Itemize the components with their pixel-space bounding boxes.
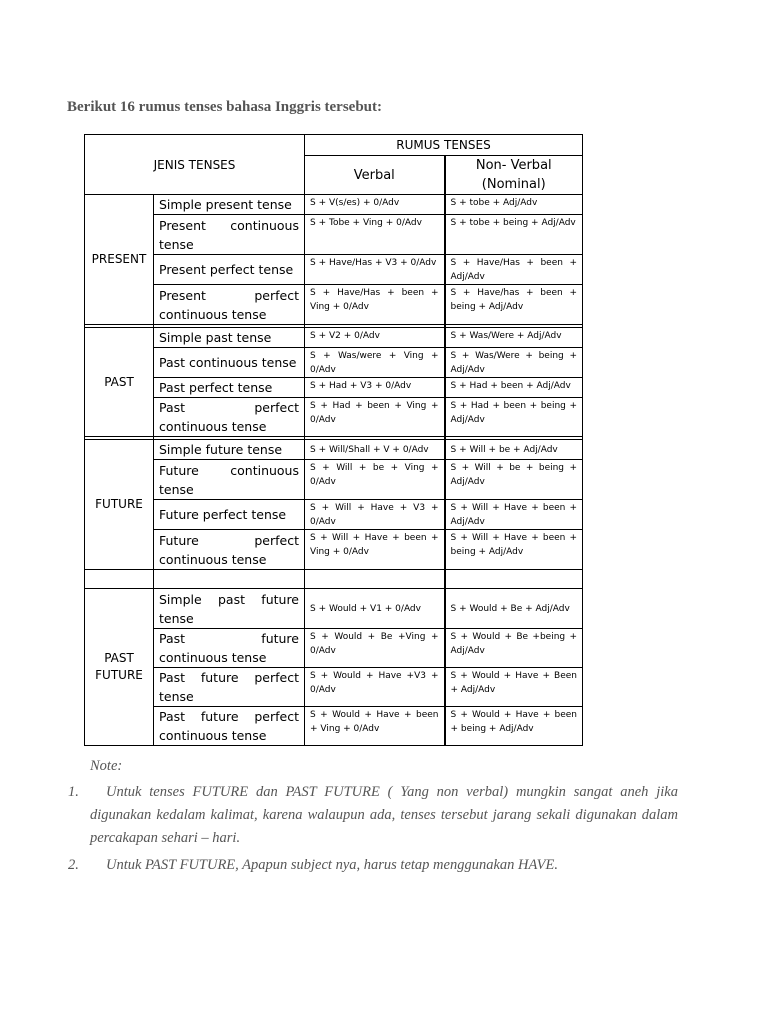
verbal-formula: S + Will + Have + been + Ving + 0/Adv <box>305 530 445 570</box>
note-text: Untuk PAST FUTURE, Apapun subject nya, harus tetap menggunakan HAVE. <box>106 857 558 873</box>
nonverbal-formula: S + Have/Has + been + Adj/Adv <box>445 255 583 285</box>
nonverbal-formula: S + Will + Have + been + Adj/Adv <box>445 500 583 530</box>
tense-name: Simple present tense <box>154 195 305 215</box>
nonverbal-formula: S + tobe + Adj/Adv <box>445 195 583 215</box>
tense-name: Past perfect continuous tense <box>154 398 305 437</box>
verbal-formula: S + Tobe + Ving + 0/Adv <box>305 215 445 255</box>
verbal-formula: S + Had + V3 + 0/Adv <box>305 378 445 398</box>
tense-name: Future continuous tense <box>154 460 305 500</box>
verbal-formula: S + Would + Have +V3 + 0/Adv <box>305 668 445 707</box>
tense-name: Past future continuous tense <box>154 629 305 668</box>
verbal-formula: S + Have/Has + V3 + 0/Adv <box>305 255 445 285</box>
tense-name: Simple future tense <box>154 440 305 460</box>
tense-name: Present continuous tense <box>154 215 305 255</box>
tense-name: Future perfect tense <box>154 500 305 530</box>
verbal-formula: S + Will + be + Ving + 0/Adv <box>305 460 445 500</box>
tense-name: Simple past tense <box>154 328 305 348</box>
nonverbal-formula: S + Had + been + being + Adj/Adv <box>445 398 583 437</box>
nonverbal-formula: S + Was/Were + being + Adj/Adv <box>445 348 583 378</box>
verbal-formula: S + V2 + 0/Adv <box>305 328 445 348</box>
note-item <box>68 854 678 877</box>
group-label-past: PAST <box>85 328 154 437</box>
nonverbal-formula: S + tobe + being + Adj/Adv <box>445 215 583 255</box>
group-label-past-future: PAST FUTURE <box>85 589 154 746</box>
verbal-formula: S + Was/were + Ving + 0/Adv <box>305 348 445 378</box>
verbal-formula: S + Have/Has + been + Ving + 0/Adv <box>305 285 445 325</box>
verbal-formula: S + Had + been + Ving + 0/Adv <box>305 398 445 437</box>
verbal-formula: S + Would + Have + been + Ving + 0/Adv <box>305 707 445 746</box>
nonverbal-formula: S + Would + Be + Adj/Adv <box>445 589 583 629</box>
page-heading: Berikut 16 rumus tenses bahasa Inggris tersebut: <box>67 99 383 115</box>
group-label-future: FUTURE <box>85 440 154 570</box>
tense-name: Past perfect tense <box>154 378 305 398</box>
note-number: 1. <box>68 784 79 800</box>
verbal-formula: S + Would + V1 + 0/Adv <box>305 589 445 629</box>
header-jenis-tenses: JENIS TENSES <box>85 135 305 195</box>
tense-name: Present perfect continuous tense <box>154 285 305 325</box>
nonverbal-formula: S + Would + Be +being + Adj/Adv <box>445 629 583 668</box>
tense-name: Past future perfect continuous tense <box>154 707 305 746</box>
note-number: 2. <box>68 857 79 873</box>
nonverbal-formula: S + Will + Have + been + being + Adj/Adv <box>445 530 583 570</box>
header-nonverbal: Non- Verbal (Nominal) <box>445 156 583 195</box>
tense-name: Past continuous tense <box>154 348 305 378</box>
tense-name: Past future perfect tense <box>154 668 305 707</box>
tense-name: Simple past future tense <box>154 589 305 629</box>
tenses-table <box>84 134 583 746</box>
tense-name: Future perfect continuous tense <box>154 530 305 570</box>
header-rumus-tenses: RUMUS TENSES <box>305 135 583 156</box>
nonverbal-formula: S + Was/Were + Adj/Adv <box>445 328 583 348</box>
nonverbal-formula: S + Will + be + being + Adj/Adv <box>445 460 583 500</box>
nonverbal-formula: S + Will + be + Adj/Adv <box>445 440 583 460</box>
tense-name: Present perfect tense <box>154 255 305 285</box>
nonverbal-formula: S + Have/has + been + being + Adj/Adv <box>445 285 583 325</box>
nonverbal-formula: S + Would + Have + been + being + Adj/Adv <box>445 707 583 746</box>
verbal-formula: S + Will/Shall + V + 0/Adv <box>305 440 445 460</box>
note-title: Note: <box>90 758 123 774</box>
group-label-present: PRESENT <box>85 195 154 325</box>
note-item <box>68 781 678 850</box>
verbal-formula: S + Will + Have + V3 + 0/Adv <box>305 500 445 530</box>
header-verbal: Verbal <box>305 156 445 195</box>
empty-row <box>85 570 583 589</box>
verbal-formula: S + V(s/es) + 0/Adv <box>305 195 445 215</box>
nonverbal-formula: S + Would + Have + Been + Adj/Adv <box>445 668 583 707</box>
nonverbal-formula: S + Had + been + Adj/Adv <box>445 378 583 398</box>
verbal-formula: S + Would + Be +Ving + 0/Adv <box>305 629 445 668</box>
note-text: Untuk tenses FUTURE dan PAST FUTURE ( Yang non verbal) mungkin sangat aneh jika digunakan kedalam kalimat, karena walaupun ada, tenses tersebut jarang sekali digunakan dalam percakapan sehari – hari. <box>90 784 678 846</box>
